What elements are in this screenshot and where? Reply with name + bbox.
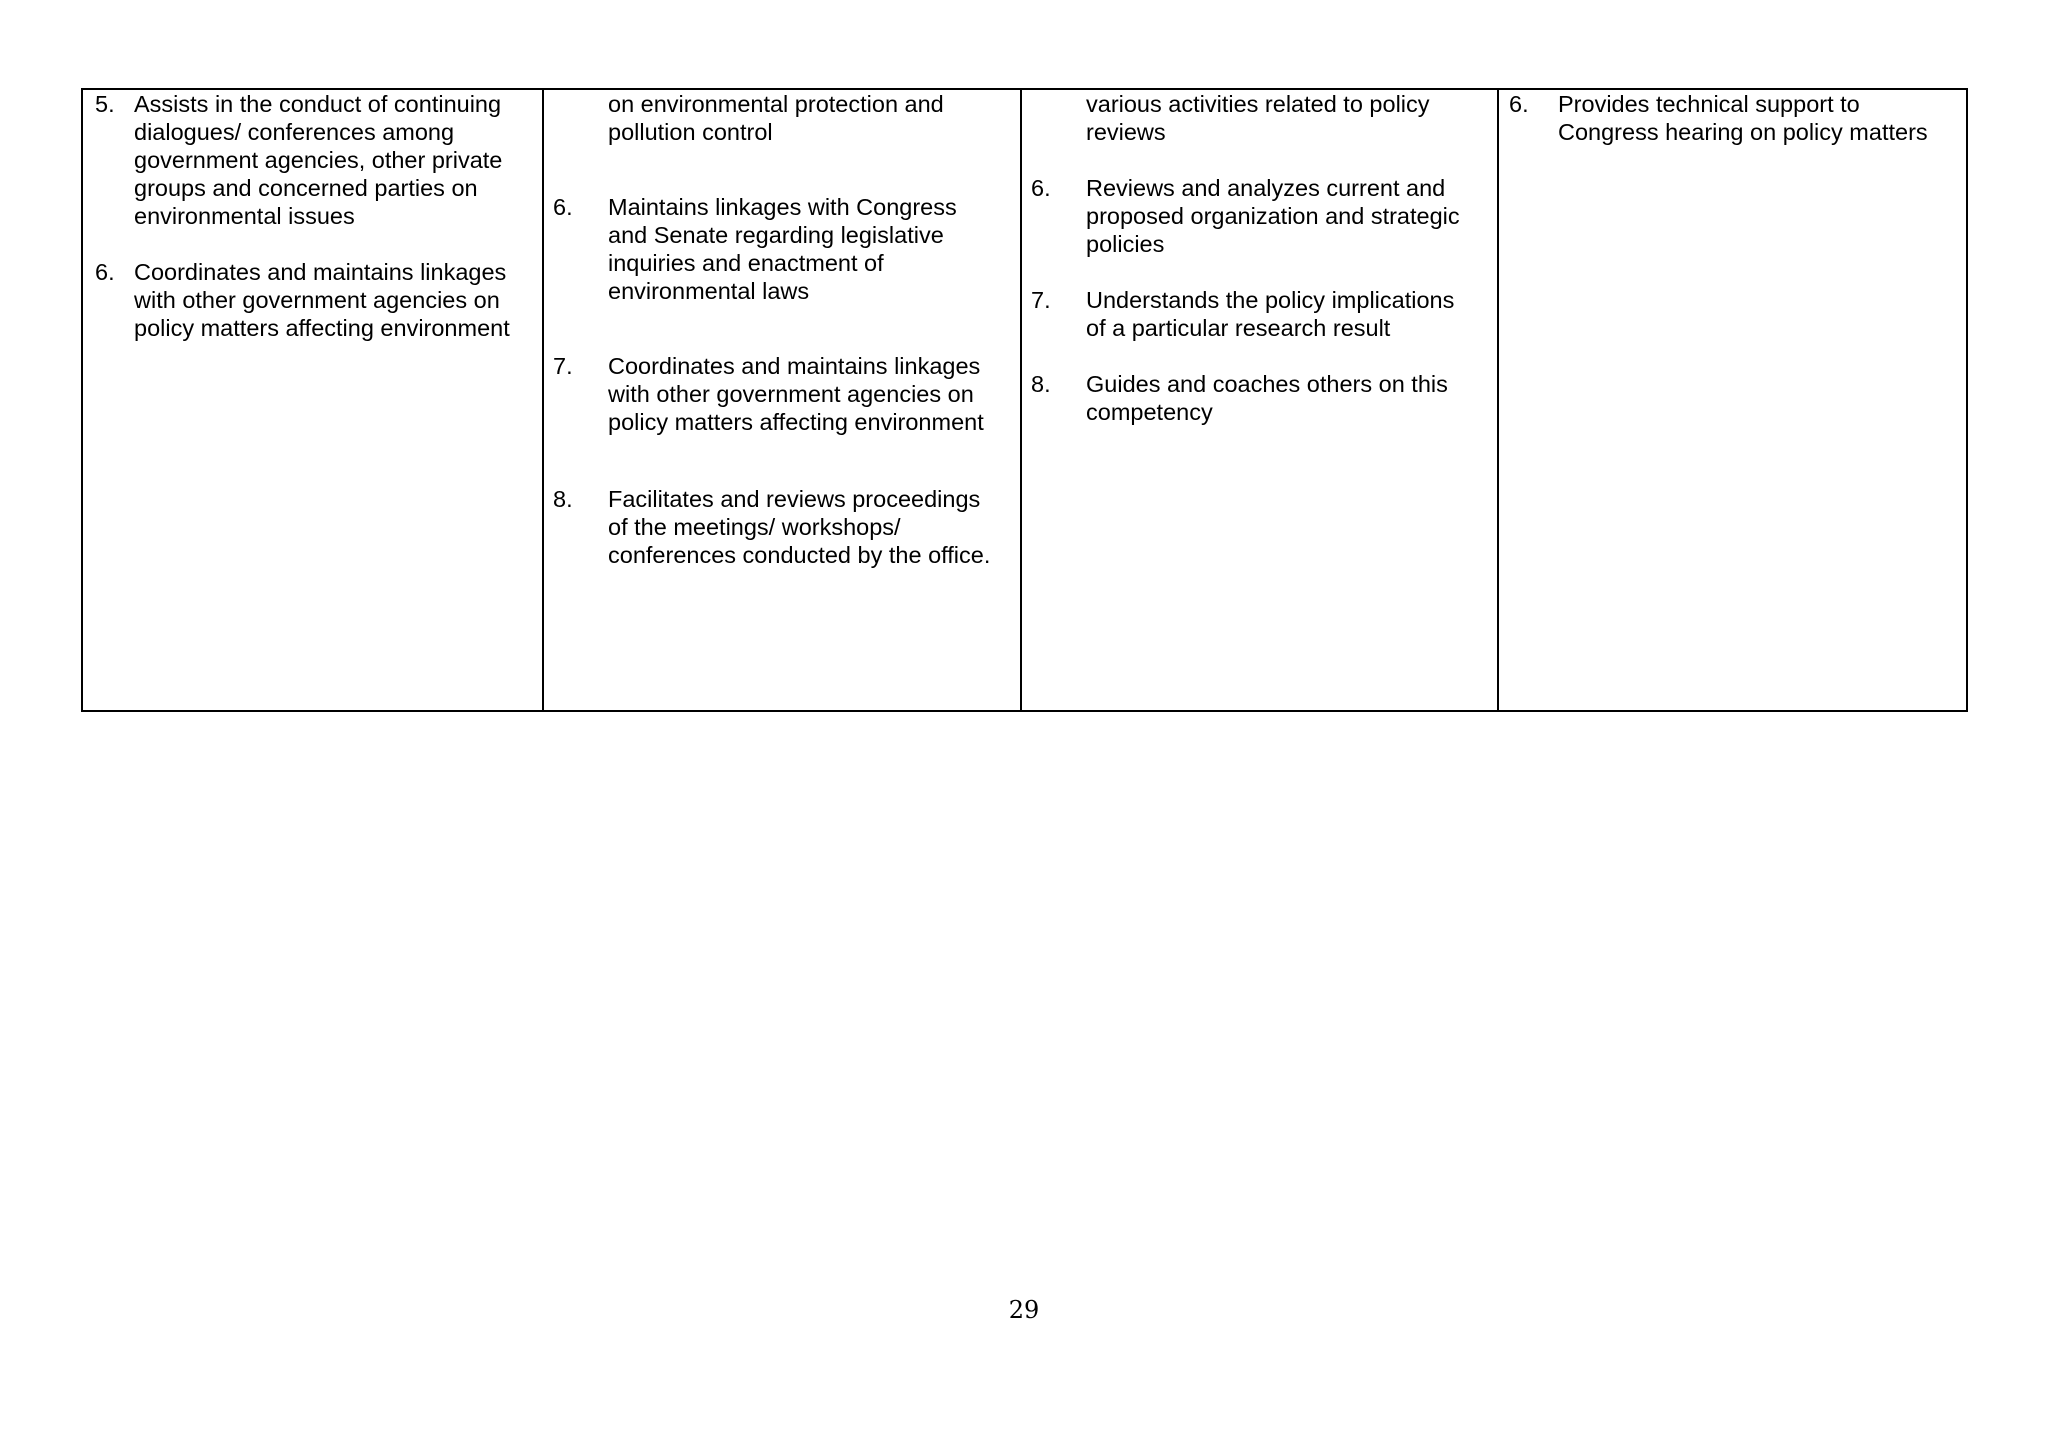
list-item — [1031, 174, 1460, 258]
list-item — [1031, 90, 1430, 146]
list-item — [553, 485, 990, 569]
item-number: 8. — [553, 486, 573, 512]
list-item — [553, 193, 957, 305]
list-item — [95, 90, 502, 230]
item-text: Guides and coaches others on this competency — [1086, 371, 1448, 425]
item-text: Reviews and analyzes current and proposed organization and strategic policies — [1086, 175, 1460, 257]
item-number: 6. — [95, 259, 115, 285]
item-text: Provides technical support to Congress hearing on policy matters — [1558, 91, 1928, 145]
item-number: 7. — [553, 353, 573, 379]
column-divider — [542, 90, 544, 710]
item-text: Coordinates and maintains linkages with other government agencies on policy matters affecting environment — [608, 353, 984, 435]
item-text: Assists in the conduct of continuing dialogues/ conferences among government agencies, other private groups and concerned parties on environmental issues — [134, 91, 503, 229]
item-number: 8. — [1031, 371, 1051, 397]
item-text: on environmental protection and pollution control — [608, 91, 944, 145]
column-divider — [1497, 90, 1499, 710]
list-item — [553, 90, 944, 146]
item-number: 7. — [1031, 287, 1051, 313]
item-text: Maintains linkages with Congress and Senate regarding legislative inquiries and enactment of environmental laws — [608, 194, 957, 304]
item-text: various activities related to policy reviews — [1086, 91, 1430, 145]
item-number: 5. — [95, 91, 115, 117]
list-item — [1031, 370, 1448, 426]
item-number: 6. — [1031, 175, 1051, 201]
item-number: 6. — [553, 194, 573, 220]
list-item — [1509, 90, 1928, 146]
item-text: Coordinates and maintains linkages with other government agencies on policy matters affecting environment — [134, 259, 510, 341]
list-item — [553, 352, 984, 436]
list-item — [1031, 286, 1454, 342]
page-number: 29 — [1008, 1296, 1040, 1324]
item-text: Understands the policy implications of a particular research result — [1086, 287, 1455, 341]
item-number: 6. — [1509, 91, 1529, 117]
list-item — [95, 258, 510, 342]
column-divider — [1020, 90, 1022, 710]
item-text: Facilitates and reviews proceedings of the meetings/ workshops/ conferences conducted by the office. — [608, 486, 991, 568]
